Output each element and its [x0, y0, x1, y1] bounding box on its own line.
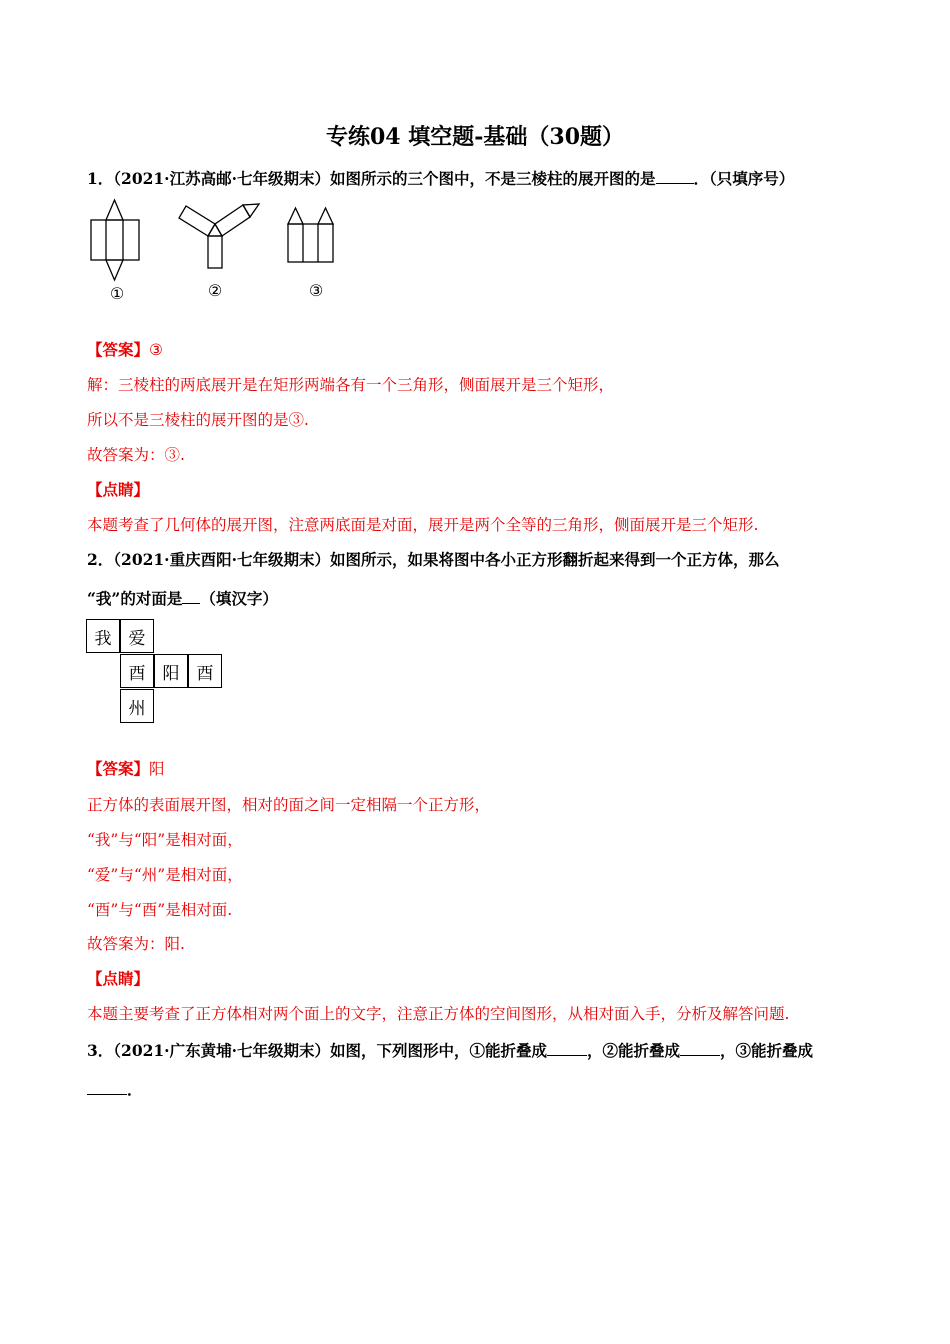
solution-line: 解：三棱柱的两底展开是在矩形两端各有一个三角形，侧面展开是三个矩形， [87, 376, 615, 394]
net-3-shape [288, 208, 333, 262]
net-cell: 阳 [154, 654, 188, 688]
answer-blank [656, 167, 694, 184]
net-cell: 爱 [120, 619, 154, 653]
question-text: ，②能折叠成 [587, 1041, 681, 1060]
comment-text: 本题考查了几何体的展开图，注意两底面是对面，展开是两个全等的三角形，侧面展开是三个矩形. [87, 516, 759, 534]
answer-value: 阳 [149, 760, 165, 778]
solution-line: 故答案为：③. [87, 446, 185, 464]
question-text: ． [127, 1080, 143, 1099]
solution-line: 所以不是三棱柱的展开图的是③. [87, 411, 309, 429]
answer-value: ③ [149, 341, 163, 359]
answer-tag: 【答案】 [87, 340, 150, 359]
solution-line: 正方体的表面展开图，相对的面之间一定相隔一个正方形， [87, 796, 491, 814]
page-title: 专练04 填空题-基础（30题） [325, 124, 625, 150]
answer-blank [547, 1039, 587, 1056]
question-source: （2021·重庆酉阳·七年级期末） [113, 550, 330, 569]
net-cell: 州 [120, 689, 154, 723]
question-3-cont [87, 1078, 143, 1101]
answer-line [87, 758, 165, 780]
question-text-end: ．（只填序号） [693, 169, 795, 188]
figure-label-2: ② [207, 281, 223, 300]
question-1 [87, 167, 794, 190]
answer-tag: 【答案】 [87, 759, 150, 778]
net-cell: 酉 [120, 654, 154, 688]
answer-blank [87, 1078, 127, 1095]
comment-tag: 【点睛】 [87, 969, 150, 988]
net-cell: 我 [86, 619, 120, 653]
question-number: 1． [87, 169, 114, 188]
solution-line: “酉”与“酉”是相对面. [87, 901, 233, 919]
net-cell: 酉 [188, 654, 222, 688]
comment-text: 本题主要考查了正方体相对两个面上的文字，注意正方体的空间图形，从相对面入手，分析及解答问题. [87, 1005, 790, 1023]
question-3 [87, 1039, 813, 1062]
comment-tag: 【点睛】 [87, 480, 150, 499]
question-text: （填汉字） [200, 589, 278, 608]
question-source: （2021·江苏高邮·七年级期末） [113, 169, 330, 188]
figure-label-3: ③ [308, 281, 324, 300]
question-text: 如图，下列图形中，①能折叠成 [329, 1041, 547, 1060]
net-1-shape [91, 200, 139, 280]
solution-line: “我”与“阳”是相对面， [87, 831, 243, 849]
cube-net-figure [86, 619, 226, 723]
answer-line [87, 339, 163, 361]
question-text: “我”的对面是 [87, 589, 183, 608]
solution-line: 故答案为：阳. [87, 935, 185, 953]
figure-label-1: ① [109, 284, 125, 303]
prism-nets-figure [85, 198, 345, 308]
question-text: 如图所示，如果将图中各小正方形翻折起来得到一个正方体，那么 [329, 550, 780, 569]
solution-line: “爱”与“州”是相对面， [87, 866, 243, 884]
question-number: 2． [87, 550, 114, 569]
question-source: （2021·广东黄埔·七年级期末） [113, 1041, 330, 1060]
answer-blank [680, 1039, 720, 1056]
question-text: 如图所示的三个图中，不是三棱柱的展开图的是 [329, 169, 656, 188]
question-2-cont [87, 587, 278, 610]
question-number: 3． [87, 1041, 114, 1060]
question-text: ，③能折叠成 [720, 1041, 814, 1060]
answer-blank [182, 587, 200, 604]
question-2 [87, 549, 780, 571]
net-2-shape [179, 204, 259, 268]
